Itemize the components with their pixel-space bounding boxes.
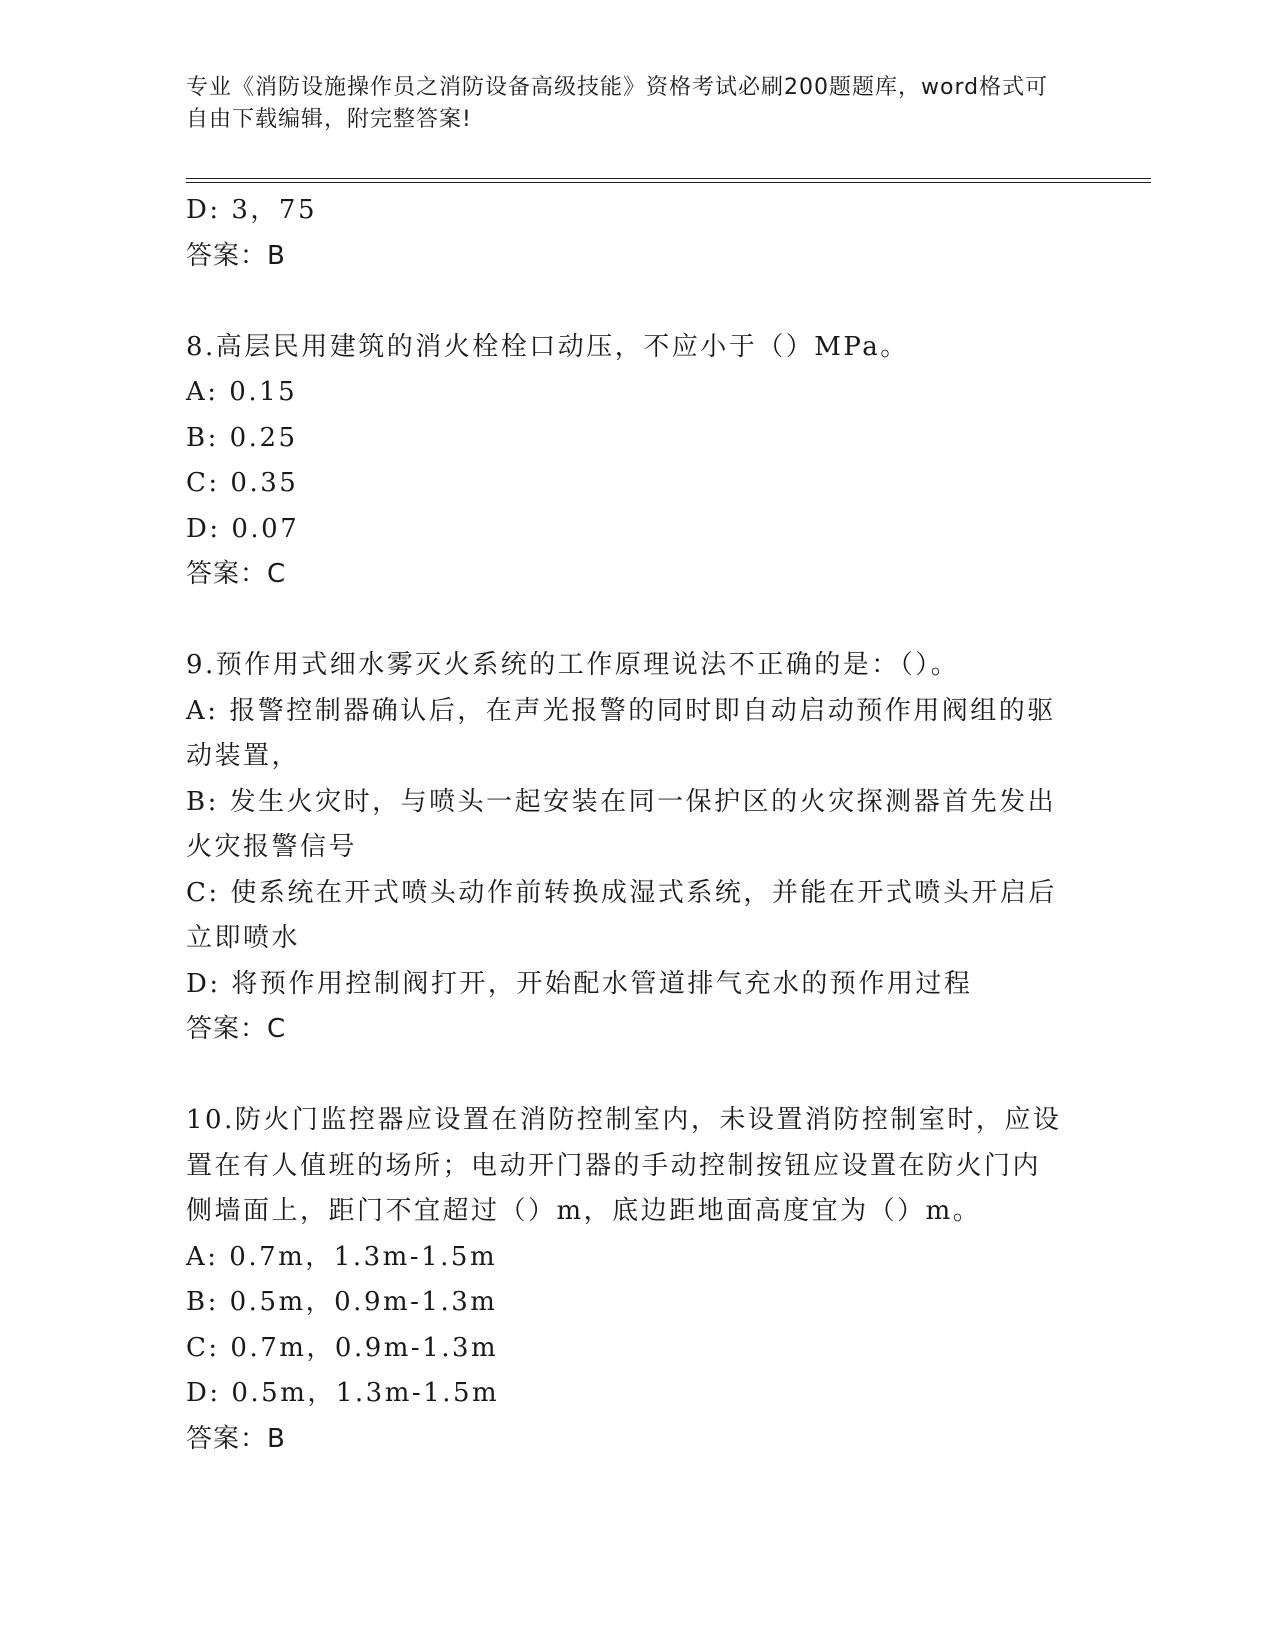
question-list [186, 188, 1066, 1462]
answer-line: 答案：B [186, 240, 286, 271]
option-c: C: 0.7m，0.9m-1.3m [186, 1332, 499, 1363]
option-d: D: 3，75 [186, 195, 317, 225]
question-block-9 [186, 643, 1066, 1053]
option-a: A: 0.15 [186, 377, 298, 407]
option-b: B: 0.5m，0.9m-1.3m [186, 1287, 498, 1317]
document-header: 专业《消防设施操作员之消防设备高级技能》资格考试必刷200题题库，word格式可自由下载编辑，附完整答案! [186, 75, 1049, 132]
option-d: D: 0.5m，1.3m-1.5m [186, 1378, 500, 1408]
option-c: C: 使系统在开式喷头动作前转换成湿式系统，并能在开式喷头开启后立即喷水 [186, 877, 1057, 953]
question-text: 8.高层民用建筑的消火栓栓口动压，不应小于（）MPa。 [186, 331, 909, 362]
header-rule-bottom [186, 182, 1151, 183]
question-block-8 [186, 325, 1066, 598]
option-d: D: 0.07 [186, 513, 300, 544]
question-text: 10.防火门监控器应设置在消防控制室内，未设置消防控制室时，应设置在有人值班的场所；电动开门器的手动控制按钮应设置在防火门内侧墙面上，距门不宜超过（）m，底边距地面高度宜为（）m。 [186, 1105, 1062, 1226]
question-text: 9.预作用式细水雾灭火系统的工作原理说法不正确的是：（）。 [186, 650, 960, 680]
answer-line: 答案：B [186, 1423, 286, 1454]
header-rule-top [186, 178, 1151, 179]
answer-line: 答案：C [186, 559, 287, 589]
spacer [186, 1053, 1066, 1099]
option-d: D: 将预作用控制阀打开，开始配水管道排气充水的预作用过程 [186, 968, 973, 999]
question-block-prev [186, 188, 1066, 279]
option-b: B: 0.25 [186, 422, 298, 453]
option-b: B: 发生火灾时，与喷头一起安装在同一保护区的火灾探测器首先发出火灾报警信号 [186, 786, 1057, 862]
question-block-10 [186, 1098, 1066, 1462]
option-a: A: 0.7m，1.3m-1.5m [186, 1241, 498, 1272]
spacer [186, 598, 1066, 644]
answer-line: 答案：C [186, 1014, 287, 1044]
option-c: C: 0.35 [186, 468, 299, 498]
option-a: A: 报警控制器确认后，在声光报警的同时即自动启动预作用阀组的驱动装置， [186, 695, 1056, 771]
spacer [186, 279, 1066, 325]
